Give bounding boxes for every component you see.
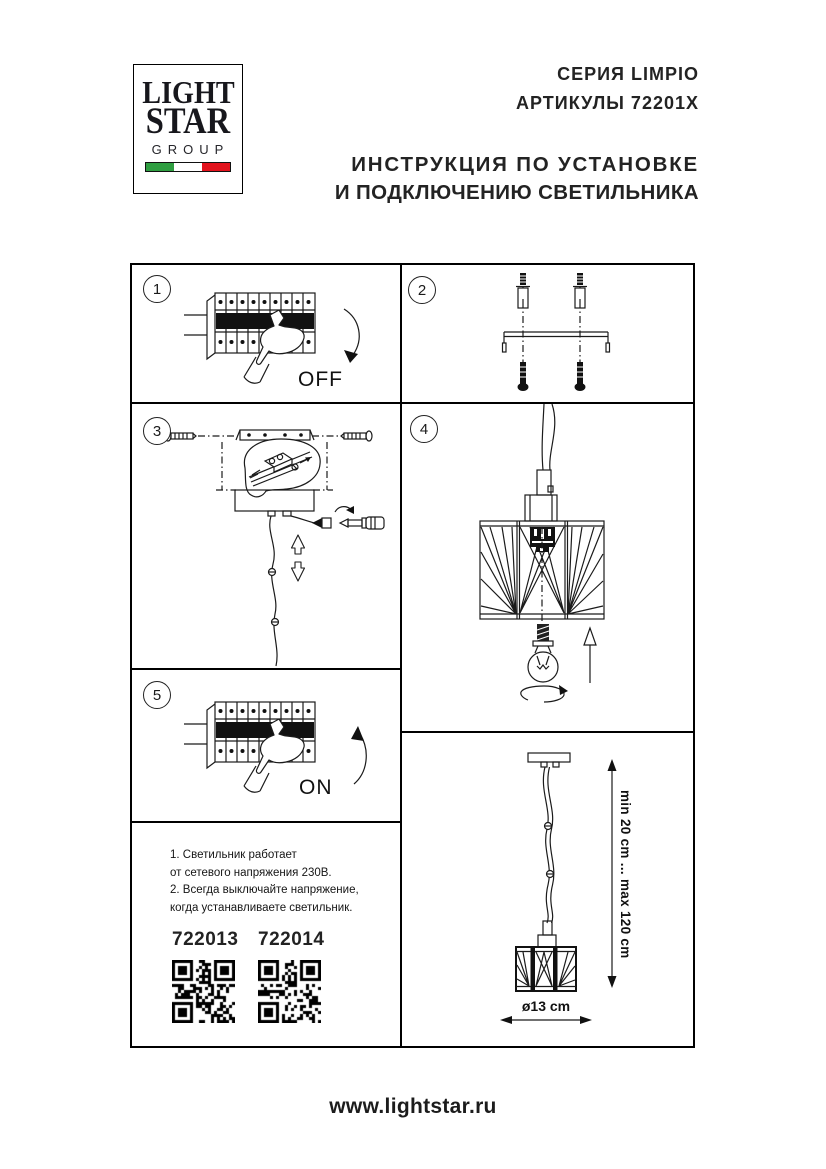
logo-word-light: LIGHT bbox=[141, 74, 235, 110]
height-dimension-label: min 20 cm ... max 120 cm bbox=[618, 789, 633, 959]
lightstar-logo bbox=[133, 64, 243, 194]
diameter-dimension-arrow bbox=[500, 1016, 592, 1024]
bulb bbox=[528, 624, 558, 682]
italian-flag-stripe bbox=[145, 162, 231, 172]
qr-code-left bbox=[172, 960, 235, 1023]
shade-front bbox=[516, 947, 576, 991]
series-title: СЕРИЯ LIMPIO bbox=[557, 64, 699, 84]
insert-up-arrow bbox=[584, 628, 596, 683]
notes-panel bbox=[132, 823, 400, 1046]
header-text bbox=[335, 60, 699, 207]
article-number-left: 722013 bbox=[172, 929, 239, 950]
footer-url: www.lightstar.ru bbox=[329, 1095, 497, 1118]
step-panel-5 bbox=[132, 670, 400, 821]
ceiling-plate bbox=[528, 753, 570, 767]
note-line: 2. Всегда выключайте напряжение, bbox=[170, 884, 359, 896]
screwdriver bbox=[291, 506, 384, 529]
mounting-kit-diagram bbox=[402, 265, 693, 402]
side-screw-right bbox=[341, 431, 372, 441]
step-panel-2 bbox=[402, 265, 693, 402]
terminal-block-callout bbox=[244, 439, 320, 497]
breaker-on-diagram bbox=[132, 670, 400, 821]
logo-word-star: STAR bbox=[145, 101, 231, 142]
height-dimension-arrow bbox=[608, 759, 617, 988]
off-arrow bbox=[344, 309, 359, 363]
instruction-title-line2: И ПОДКЛЮЧЕНИЮ СВЕТИЛЬНИКА bbox=[334, 181, 699, 204]
on-label: ON bbox=[299, 776, 333, 799]
step-panel-4 bbox=[402, 404, 693, 731]
wiring-diagram bbox=[132, 404, 400, 668]
breaker-off-diagram bbox=[132, 265, 400, 402]
note-line: 1. Светильник работает bbox=[170, 849, 297, 861]
mounting-screws bbox=[518, 362, 586, 391]
canopy bbox=[235, 490, 314, 511]
mounting-bracket bbox=[503, 332, 610, 352]
logo-word-group: GROUP bbox=[151, 142, 230, 157]
off-label: OFF bbox=[298, 368, 343, 391]
qr-code-right bbox=[258, 960, 321, 1023]
instruction-title-line1: ИНСТРУКЦИЯ ПО УСТАНОВКЕ bbox=[351, 153, 699, 176]
step-number-badge: 1 bbox=[143, 275, 171, 303]
on-arrow bbox=[351, 726, 366, 784]
note-line: от сетевого напряжения 230В. bbox=[170, 866, 332, 879]
shade-assembly-diagram bbox=[402, 404, 693, 731]
step-number-badge: 5 bbox=[143, 681, 171, 709]
safety-notes bbox=[170, 847, 359, 917]
step-number-badge: 3 bbox=[143, 417, 171, 445]
overview-panel bbox=[402, 733, 693, 1046]
wall-anchors bbox=[516, 273, 587, 308]
step-number-badge: 4 bbox=[410, 415, 438, 443]
flag-white-segment bbox=[174, 163, 202, 171]
step-panel-1 bbox=[132, 265, 400, 402]
article-number-right: 722014 bbox=[258, 929, 325, 950]
step-panel-3 bbox=[132, 404, 400, 668]
rotate-arrow bbox=[521, 685, 568, 702]
articles-title: АРТИКУЛЫ 72201X bbox=[516, 93, 699, 113]
diameter-dimension-label: ø13 cm bbox=[521, 998, 571, 1014]
suspension-cord bbox=[269, 516, 279, 666]
note-line: когда устанавливаете светильник. bbox=[170, 901, 353, 914]
step-number-badge: 2 bbox=[408, 276, 436, 304]
instruction-grid bbox=[130, 263, 695, 1048]
flag-red-segment bbox=[202, 163, 230, 171]
flag-green-segment bbox=[146, 163, 174, 171]
height-adjust-arrows bbox=[292, 535, 305, 581]
cord bbox=[543, 767, 553, 923]
